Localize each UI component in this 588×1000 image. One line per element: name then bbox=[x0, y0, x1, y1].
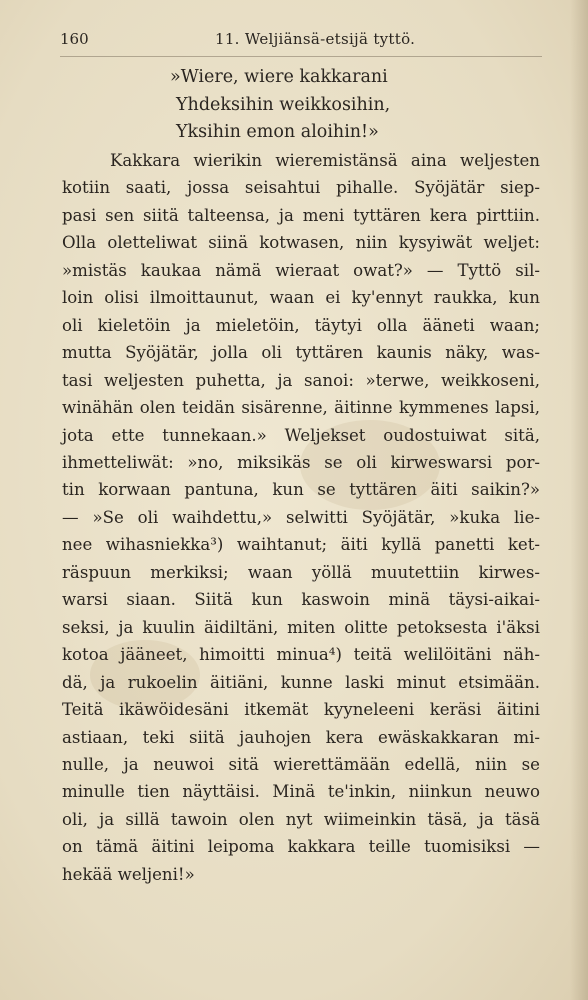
text-line: Olla oletteliwat siinä kotwasen, niin kysyiwät weljet: bbox=[62, 233, 540, 253]
text-line: pasi sen siitä talteensa, ja meni tyttären kera pirttiin. bbox=[62, 205, 540, 225]
text-line: jota ette tunnekaan.» Weljekset oudostuiwat sitä, bbox=[62, 425, 540, 445]
verse-line: »Wiere, wiere kakkarani bbox=[170, 67, 388, 87]
text-line: hekää weljeni!» bbox=[62, 864, 195, 884]
text-line: — »Se oli waihdettu,» selwitti Syöjätär, »kuka lie- bbox=[62, 507, 540, 527]
text-line: warsi siaan. Siitä kun kaswoin minä täysi-aikai- bbox=[62, 590, 540, 610]
header-rule bbox=[60, 56, 542, 57]
text-line: seksi, ja kuulin äidiltäni, miten olitte petoksesta i'äksi bbox=[62, 617, 540, 637]
text-line: nee wihasniekka³) waihtanut; äiti kyllä panetti ket- bbox=[62, 535, 540, 555]
text-line: kotiin saati, jossa seisahtui pihalle. Syöjätär siep- bbox=[62, 178, 540, 198]
page-number: 160 bbox=[60, 30, 89, 48]
text-line: tin korwaan pantuna, kun se tyttären äiti saikin?» bbox=[62, 480, 540, 500]
text-line: loin olisi ilmoittaunut, waan ei ky'ennyt raukka, kun bbox=[62, 288, 540, 308]
prose-block bbox=[62, 147, 540, 888]
running-title: 11. Weljiänsä-etsijä tyttö. bbox=[215, 30, 416, 48]
text-line: astiaan, teki siitä jauhojen kera ewäskakkaran mi- bbox=[62, 727, 540, 747]
text-line: on tämä äitini leipoma kakkara teille tuomisiksi — bbox=[62, 837, 540, 857]
verse-line: Yhdeksihin weikkosihin, bbox=[176, 94, 391, 115]
text-line: tasi weljesten puhetta, ja sanoi: »terwe, weikkoseni, bbox=[62, 370, 540, 390]
text-line: kotoa jääneet, himoitti minua⁴) teitä welilöitäni näh- bbox=[62, 645, 540, 665]
text-line: Teitä ikäwöidesäni itkemät kyyneleeni keräsi äitini bbox=[62, 700, 540, 720]
text-line: minulle tien näyttäisi. Minä te'inkin, niinkun neuwo bbox=[62, 782, 540, 802]
page-header bbox=[60, 30, 540, 54]
verse-line: Yksihin emon aloihin!» bbox=[176, 122, 379, 142]
text-line: räspuun merkiksi; waan yöllä muutettiin kirwes- bbox=[62, 562, 540, 582]
text-line: oli, ja sillä tawoin olen nyt wiimeinkin täsä, ja täsä bbox=[62, 809, 540, 829]
text-line: Kakkara wierikin wieremistänsä aina weljesten bbox=[110, 151, 540, 170]
text-line: oli kieletöin ja mieletöin, täytyi olla ääneti waan; bbox=[62, 315, 540, 335]
text-line: mutta Syöjätär, jolla oli tyttären kaunis näky, was- bbox=[62, 343, 540, 363]
text-line: dä, ja rukoelin äitiäni, kunne laski minut etsimään. bbox=[62, 672, 540, 692]
verse-block bbox=[170, 64, 470, 147]
text-line: ihmetteliwät: »no, miksikäs se oli kirweswarsi por- bbox=[62, 452, 540, 472]
text-line: »mistäs kaukaa nämä wieraat owat?» — Tyttö sil- bbox=[62, 260, 540, 280]
text-line: winähän olen teidän sisärenne, äitinne kymmenes lapsi, bbox=[62, 398, 540, 418]
text-line: nulle, ja neuwoi sitä wierettämään edellä, niin se bbox=[62, 754, 540, 774]
